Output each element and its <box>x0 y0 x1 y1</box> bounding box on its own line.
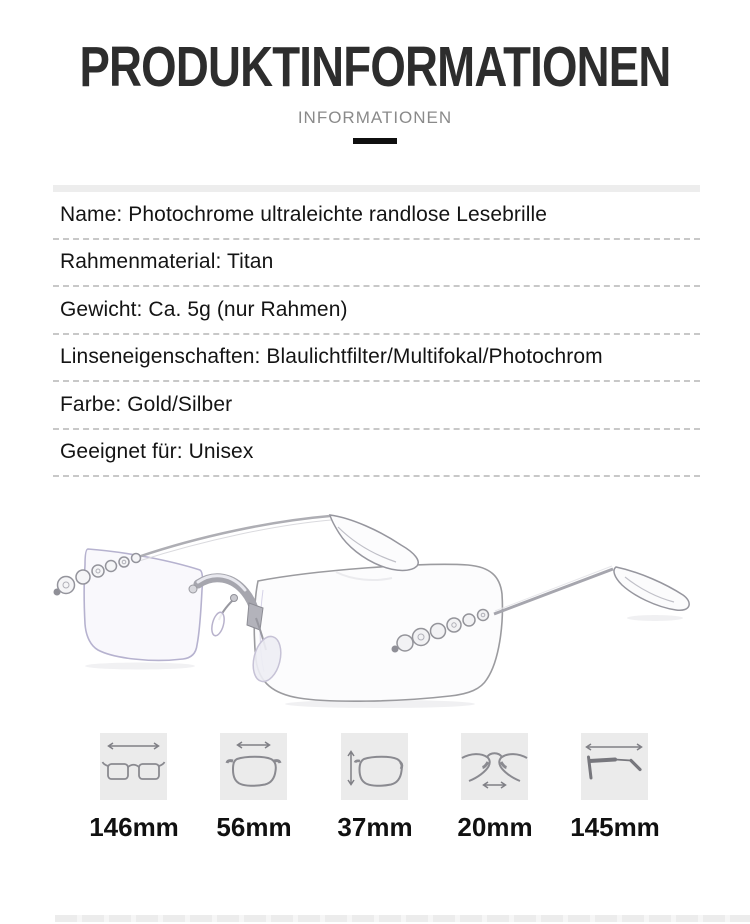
bridge-width-icon <box>461 733 528 800</box>
page-subtitle: INFORMATIONEN <box>297 108 453 127</box>
measurement-value-temple-length: 145mm <box>570 812 660 842</box>
measurement-tile-lens-width <box>220 733 287 800</box>
spec-row-lens-features: Linseneigenschaften: Blaulichtfilter/Multifokal/Photochrom <box>53 335 700 383</box>
title-underline <box>353 138 397 144</box>
section-divider-bar <box>53 185 700 192</box>
spec-row-color: Farbe: Gold/Silber <box>53 382 700 430</box>
measurement-value-lens-height: 37mm <box>337 812 413 842</box>
measurement-value-bridge-width: 20mm <box>457 812 533 842</box>
lens-height-icon <box>341 733 408 800</box>
glasses-illustration <box>0 480 750 730</box>
measurement-tile-frame-width <box>100 733 167 800</box>
temple-length-icon <box>581 733 648 800</box>
spec-row-material: Rahmenmaterial: Titan <box>53 240 700 288</box>
measurement-labels <box>0 812 750 842</box>
page-title: PRODUKTINFORMATIONEN <box>79 35 671 99</box>
measurement-tiles <box>0 733 750 800</box>
spec-row-suited-for: Geeignet für: Unisex <box>53 430 700 478</box>
measurement-tile-lens-height <box>341 733 408 800</box>
spec-list <box>53 192 700 477</box>
measurement-value-frame-width: 146mm <box>89 812 179 842</box>
measurement-value-lens-width: 56mm <box>216 812 292 842</box>
measurement-tile-bridge-width <box>461 733 528 800</box>
product-photo-glasses <box>0 480 750 730</box>
measurement-tile-temple-length <box>581 733 648 800</box>
frame-width-icon <box>100 733 167 800</box>
spec-row-name: Name: Photochrome ultraleichte randlose Lesebrille <box>53 192 700 240</box>
bottom-divider-bar <box>55 915 750 922</box>
lens-width-icon <box>220 733 287 800</box>
spec-row-weight: Gewicht: Ca. 5g (nur Rahmen) <box>53 287 700 335</box>
